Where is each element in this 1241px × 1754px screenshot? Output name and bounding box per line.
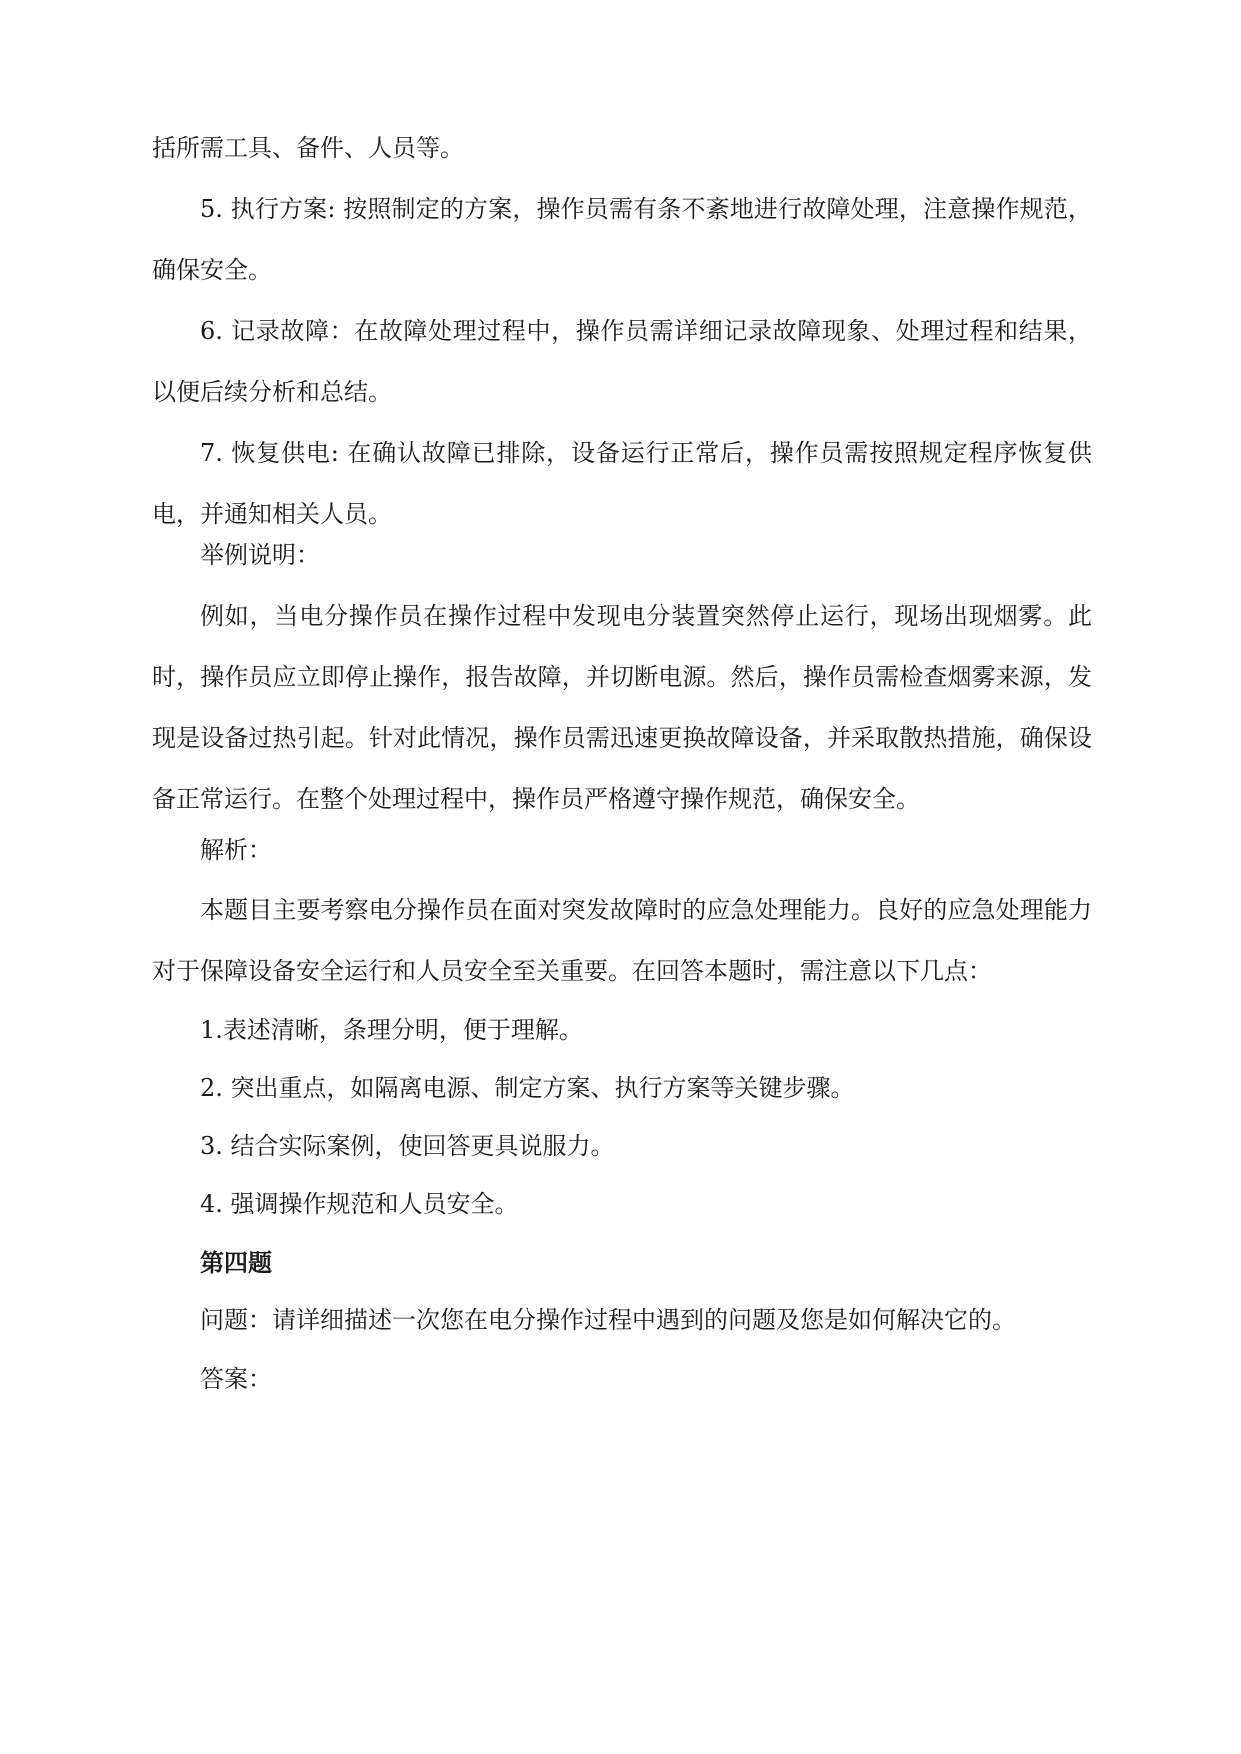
list-item-point-4: 4. 强调操作规范和人员安全。 [200,1190,519,1218]
paragraph-step-7: 7. 恢复供电: 在确认故障已排除，设备运行正常后，操作员需按照规定程序恢复供电，并通知相关人员。 [152,439,1092,528]
list-item-point-1: 1.表述清晰，条理分明，便于理解。 [200,1016,583,1044]
section-label-example: 举例说明： [200,541,320,569]
paragraph-continuation: 括所需工具、备件、人员等。 [152,134,464,162]
question-heading: 第四题 [200,1248,272,1277]
list-item-point-2: 2. 突出重点，如隔离电源、制定方案、执行方案等关键步骤。 [200,1074,855,1102]
answer-label: 答案： [200,1365,272,1393]
paragraph-step-6: 6. 记录故障：在故障处理过程中，操作员需详细记录故障现象、处理过程和结果，以便后续分析和总结。 [152,317,1092,406]
paragraph-step-5: 5. 执行方案: 按照制定的方案，操作员需有条不紊地进行故障处理，注意操作规范，确保安全。 [152,195,1092,284]
section-label-analysis: 解析： [200,836,272,864]
list-item-point-3: 3. 结合实际案例，使回答更具说服力。 [200,1132,615,1160]
paragraph-analysis: 本题目主要考察电分操作员在面对突发故障时的应急处理能力。良好的应急处理能力对于保障设备安全运行和人员安全至关重要。在回答本题时，需注意以下几点： [152,896,1092,985]
question-text: 问题：请详细描述一次您在电分操作过程中遇到的问题及您是如何解决它的。 [200,1306,1016,1334]
paragraph-example: 例如，当电分操作员在操作过程中发现电分装置突然停止运行，现场出现烟雾。此时，操作员应立即停止操作，报告故障，并切断电源。然后，操作员需检查烟雾来源，发现是设备过热引起。针对此情况，操作员需迅速更换故障设备，并采取散热措施，确保设备正常运行。在整个处理过程中，操作员严格遵守操作规范，确保安全。 [152,602,1092,813]
